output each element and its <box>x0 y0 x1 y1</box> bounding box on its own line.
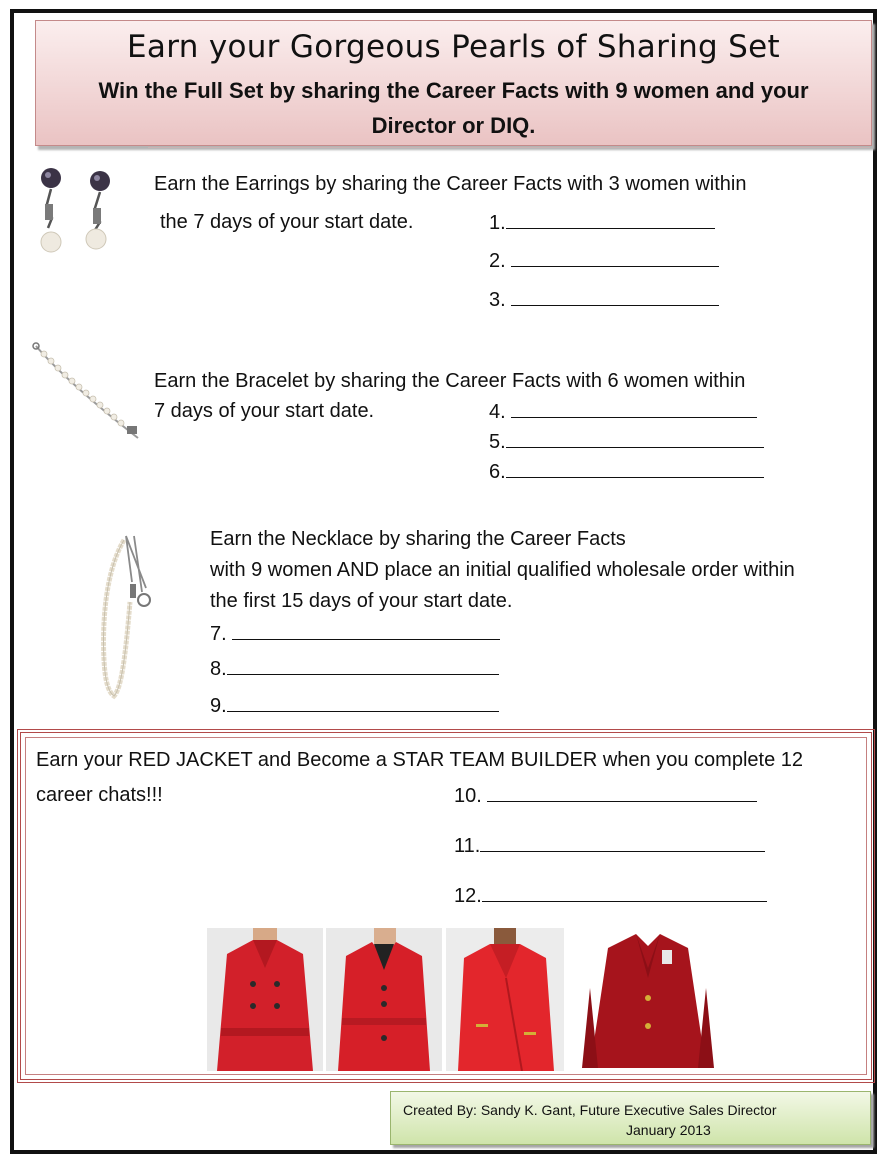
blank-line[interactable] <box>227 656 499 675</box>
earrings-text-line2: the 7 days of your start date. <box>160 211 414 233</box>
signup-line-11[interactable] <box>454 833 765 858</box>
slot-label: 10. <box>454 785 482 807</box>
blank-line[interactable] <box>227 693 499 712</box>
footer-date: January 2013 <box>626 1122 711 1138</box>
signup-line-12[interactable] <box>454 883 767 908</box>
signup-line-9[interactable] <box>210 693 499 718</box>
bracelet-text-line1: Earn the Bracelet by sharing the Career Facts with 6 women within <box>154 370 746 392</box>
blank-line[interactable] <box>511 287 719 306</box>
signup-line-3[interactable] <box>489 287 719 312</box>
slot-label: 7. <box>210 623 227 645</box>
necklace-text-line1: Earn the Necklace by sharing the Career Facts <box>210 528 626 550</box>
signup-line-6[interactable] <box>489 459 764 484</box>
divider <box>148 147 870 148</box>
signup-line-2[interactable] <box>489 248 719 273</box>
slot-label: 1. <box>489 212 506 234</box>
blank-line[interactable] <box>506 459 764 478</box>
slot-label: 2. <box>489 250 506 272</box>
jacket-text-line1: Earn your RED JACKET and Become a STAR TEAM BUILDER when you complete 12 <box>36 749 803 771</box>
creator-footer <box>390 1091 871 1145</box>
earrings-image <box>36 166 126 258</box>
blank-line[interactable] <box>482 883 767 902</box>
slot-label: 8. <box>210 658 227 680</box>
blank-line[interactable] <box>480 833 765 852</box>
signup-line-10[interactable] <box>454 783 757 808</box>
footer-credit: Created By: Sandy K. Gant, Future Executive Sales Director <box>403 1102 777 1118</box>
necklace-text-line3: the first 15 days of your start date. <box>210 590 513 612</box>
red-jacket-photo-4 <box>578 928 718 1071</box>
signup-line-4[interactable] <box>489 399 757 424</box>
slot-label: 11. <box>454 835 481 857</box>
necklace-text-line2: with 9 women AND place an initial qualified wholesale order within <box>210 559 795 581</box>
signup-line-1[interactable] <box>489 210 715 235</box>
blank-line[interactable] <box>506 429 764 448</box>
signup-line-7[interactable] <box>210 621 500 646</box>
signup-line-5[interactable] <box>489 429 764 454</box>
earrings-text-line1: Earn the Earrings by sharing the Career Facts with 3 women within <box>154 173 747 195</box>
blank-line[interactable] <box>511 248 719 267</box>
bracelet-image <box>30 340 145 445</box>
slot-label: 3. <box>489 289 506 311</box>
slot-label: 6. <box>489 461 506 483</box>
blank-line[interactable] <box>487 783 757 802</box>
slot-label: 5. <box>489 431 506 453</box>
bracelet-text-line2: 7 days of your start date. <box>154 400 375 422</box>
page-title: Earn your Gorgeous Pearls of Sharing Set <box>127 29 780 65</box>
blank-line[interactable] <box>511 399 757 418</box>
jacket-text-line2: career chats!!! <box>36 784 163 806</box>
red-jacket-photo-3 <box>446 928 564 1071</box>
red-jacket-photo-1 <box>207 928 323 1071</box>
red-jacket-photo-2 <box>326 928 442 1071</box>
necklace-image <box>96 530 166 702</box>
blank-line[interactable] <box>232 621 500 640</box>
header-banner <box>35 20 872 146</box>
slot-label: 4. <box>489 401 506 423</box>
slot-label: 12. <box>454 885 482 907</box>
signup-line-8[interactable] <box>210 656 499 681</box>
blank-line[interactable] <box>506 210 715 229</box>
slot-label: 9. <box>210 695 227 717</box>
page-subtitle: Win the Full Set by sharing the Career Facts with 9 women and your Director or DIQ. <box>98 78 809 138</box>
